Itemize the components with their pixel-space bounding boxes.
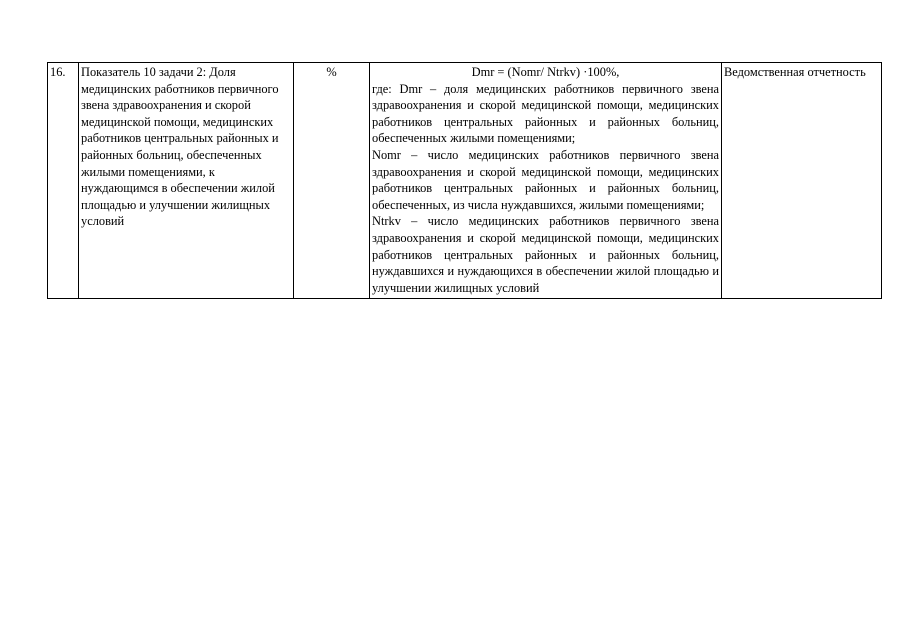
- indicator-table: [47, 62, 882, 299]
- indicator-name: Показатель 10 задачи 2: Доля медицинских работников первичного звена здравоохранения и скорой медицинской помощи, медицинских работников центральных районных и районных больниц, обеспеченных жилыми помещениями, к нуждающимся в обеспечении жилой площадью и улучшении жилищных условий: [81, 65, 279, 229]
- unit-cell: [294, 63, 370, 299]
- definition-nomr: Nomr – число медицинских работников первичного звена здравоохранения и скорой медицинской помощи, медицинских работников центральных районных и районных больниц, обеспеченных, из числа нуждавшихся, жилыми помещениями;: [372, 147, 719, 212]
- formula: Dmr = (Nomr/ Ntrkv) ·100%,: [471, 65, 620, 79]
- unit: %: [326, 65, 337, 79]
- row-number-cell: [48, 63, 79, 299]
- source-cell: [722, 63, 882, 299]
- definition-ntrkv: Ntrkv – число медицинских работников первичного звена здравоохранения и скорой медицинской помощи, медицинских работников центральных районных и районных больниц, нуждавшихся и нуждающихся в обеспечении жилой площадью и улучшении жилищных условий: [372, 214, 719, 295]
- data-source: Ведомственная отчетность: [724, 65, 866, 79]
- formula-cell: [370, 63, 722, 299]
- row-number: 16.: [50, 65, 66, 79]
- indicator-name-cell: [79, 63, 294, 299]
- table-row: [48, 63, 882, 299]
- definition-dmr: где: Dmr – доля медицинских работников первичного звена здравоохранения и скорой медицинской помощи, медицинских работников центральных районных и районных больниц, обеспеченных жилыми помещениями;: [372, 81, 719, 146]
